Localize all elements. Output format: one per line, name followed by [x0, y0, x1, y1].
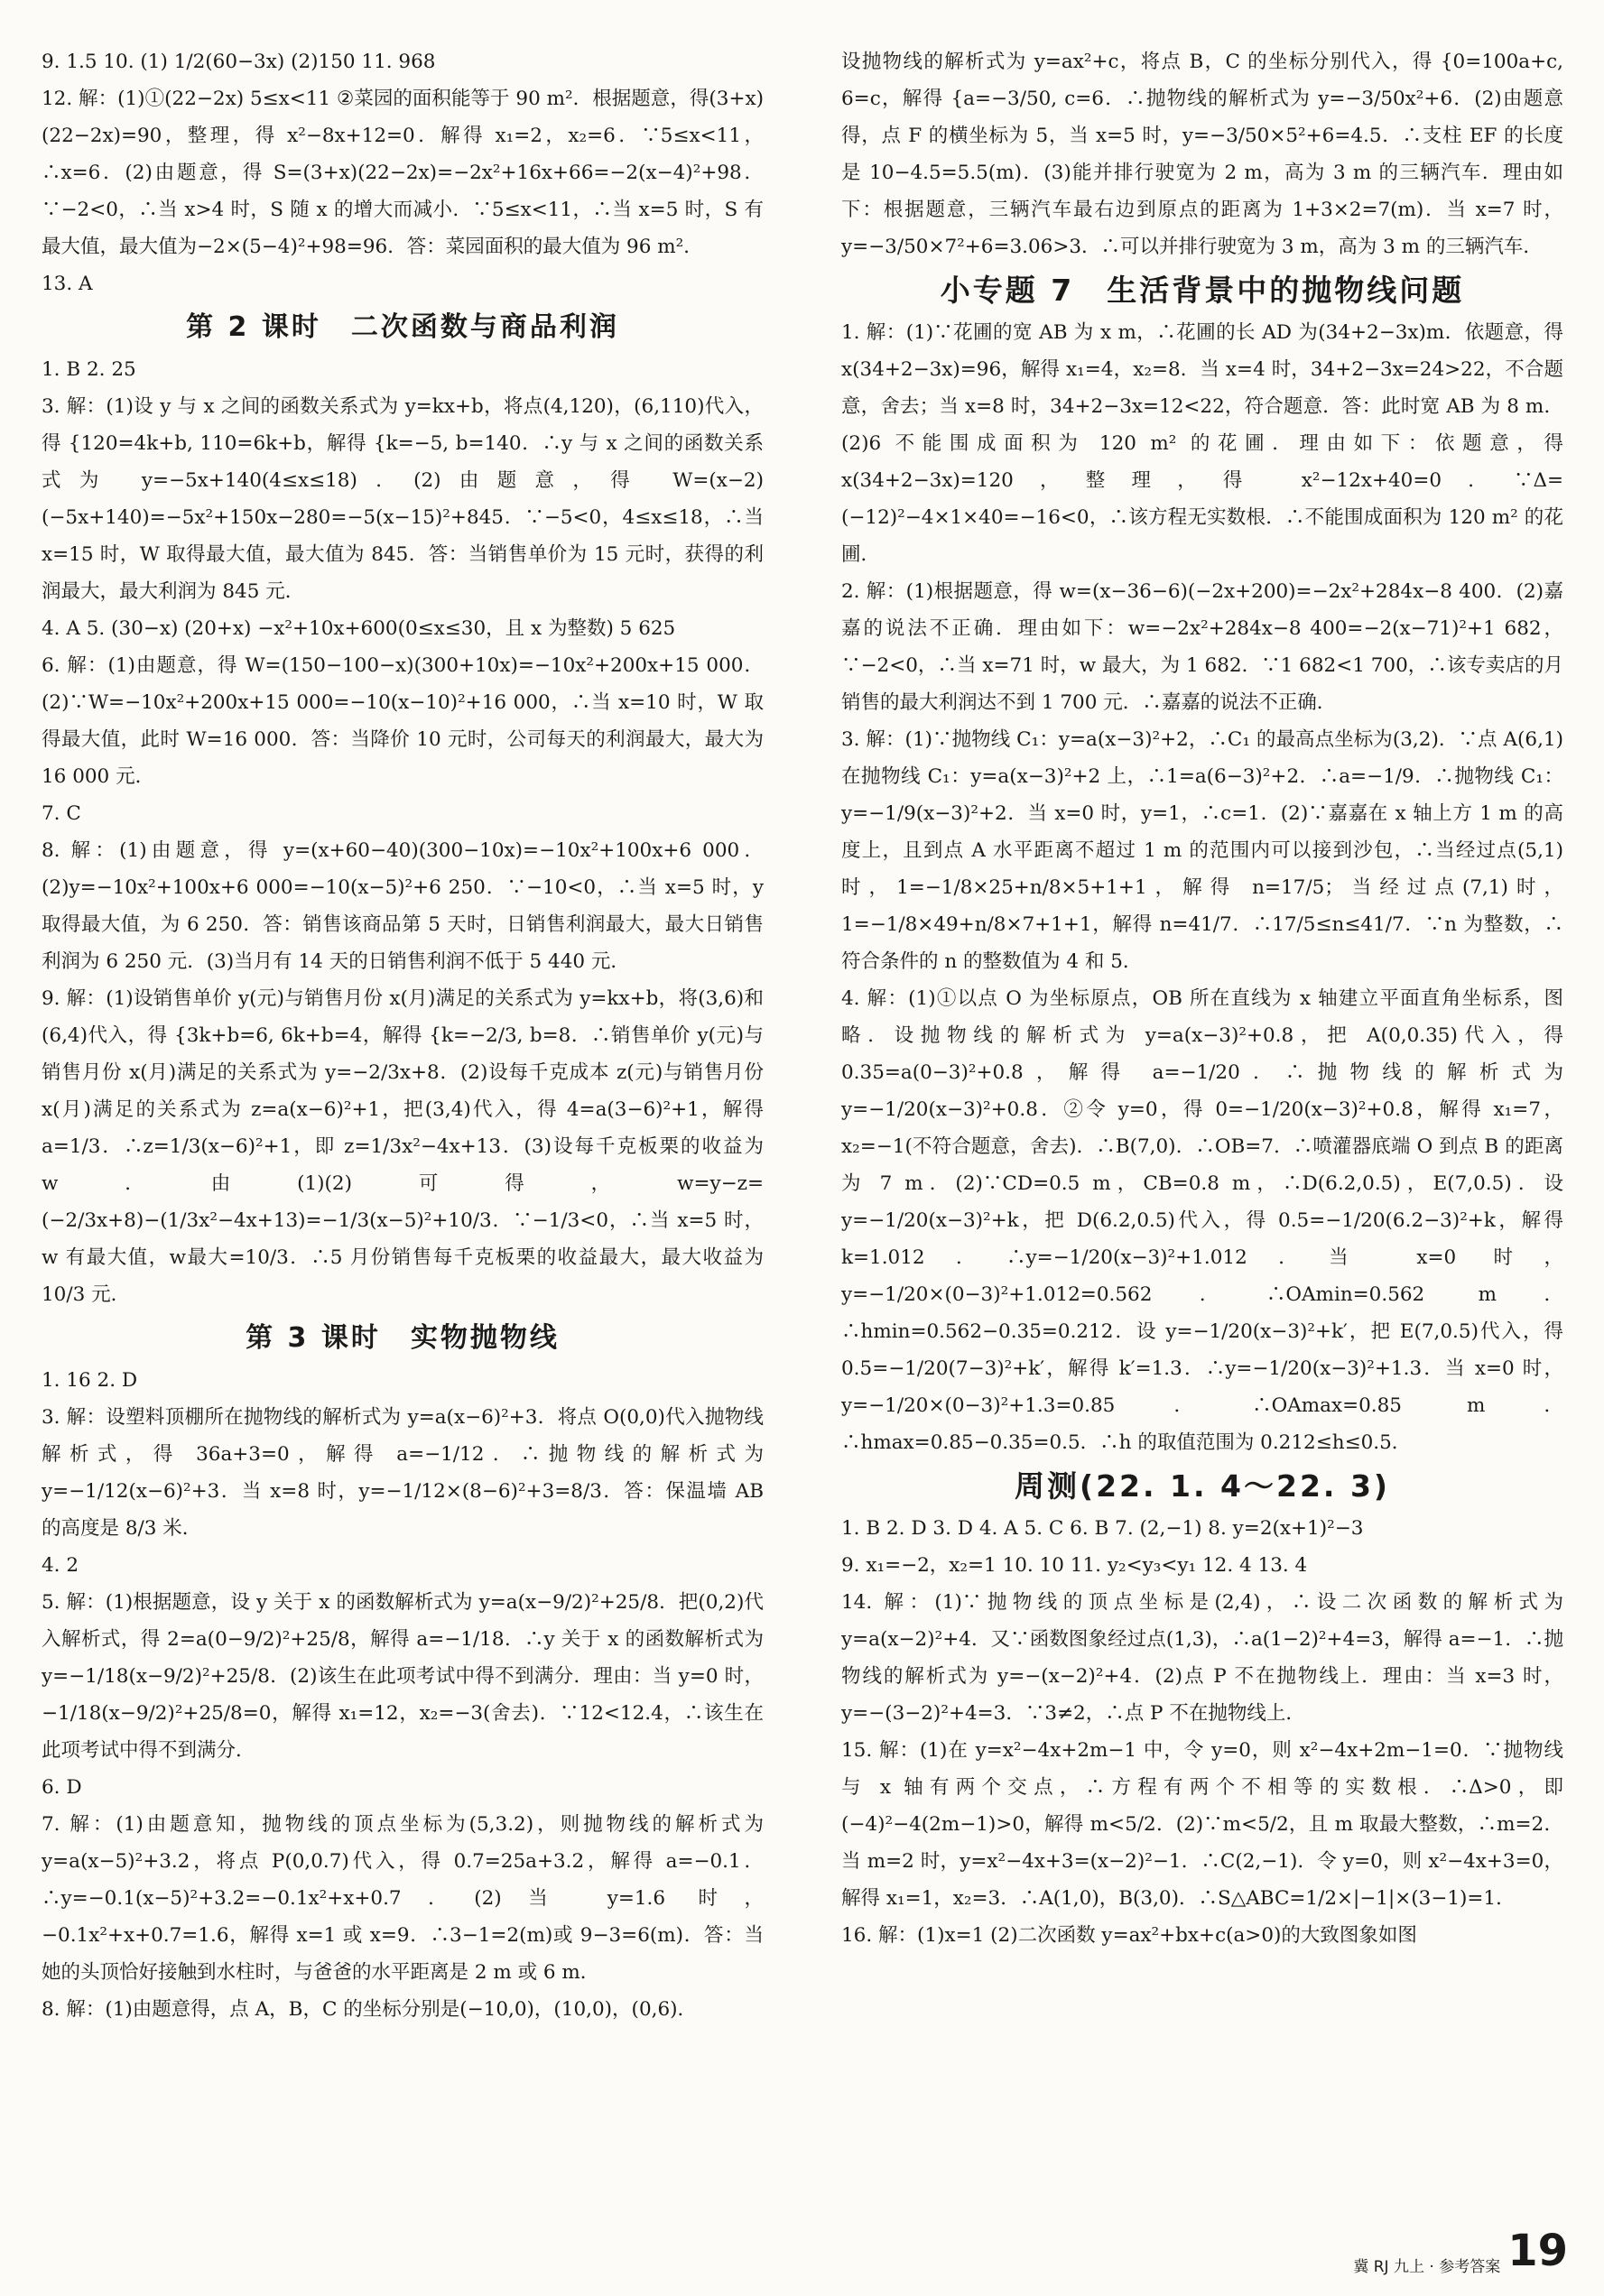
answer-paragraph: 6. 解：(1)由题意，得 W=(150−100−x)(300+10x)=−10x²+200x+15 000．(2)∵W=−10x²+200x+15 000=−10(x−10)²+16 000，∴当 x=10 时，W 取得最大值，此时 W=16 000．答：当降价 10 元时，公司每天的利润最大，最大为 16 000 元． — [42, 654, 764, 788]
section-heading: 周测(22. 1. 4～22. 3) — [1015, 1468, 1390, 1504]
answer-paragraph: 9. x₁=−2，x₂=1 10. 10 11. y₂<y₃<y₁ 12. 4 13. 4 — [841, 1554, 1308, 1577]
answer-paragraph: 9. 1.5 10. (1) 1/2(60−3x) (2)150 11. 968 — [42, 51, 436, 73]
answer-paragraph: 1. 解：(1)∵花圃的宽 AB 为 x m，∴花圃的长 AD 为(34+2−3x)m．依题意，得 x(34+2−3x)=96，解得 x₁=4，x₂=8．当 x=4 时，34+2−3x=24>22，不合题意，舍去；当 x=8 时，34+2−3x=12<22，符合题意．答：此时宽 AB 为 8 m．(2)6 不能围成面积为 120 m² 的花圃．理由如下：依题意，得 x(34+2−3x)=120，整理，得 x²−12x+40=0．∵Δ=(−12)²−4×1×40=−16<0，∴该方程无实数根．∴不能围成面积为 120 m² 的花圃． — [841, 321, 1563, 566]
answer-paragraph: 6. D — [42, 1776, 82, 1799]
section-heading: 第 2 课时 二次函数与商品利润 — [186, 311, 619, 343]
answer-paragraph: 5. 解：(1)根据题意，设 y 关于 x 的函数解析式为 y=a(x−9/2)²+25/8．把(0,2)代入解析式，得 2=a(0−9/2)²+25/8，解得 a=−1/18．∴y 关于 x 的函数解析式为 y=−1/18(x−9/2)²+25/8．(2)该生在此项考试中得不到满分．理由：当 y=0 时，−1/18(x−9/2)²+25/8=0，解得 x₁=12，x₂=−3(舍去)．∵12<12.4，∴该生在此项考试中得不到满分． — [42, 1591, 764, 1762]
answer-paragraph: 1. B 2. D 3. D 4. A 5. C 6. B 7. (2,−1) 8. y=2(x+1)²−3 — [841, 1517, 1364, 1540]
answer-paragraph: 4. 解：(1)①以点 O 为坐标原点，OB 所在直线为 x 轴建立平面直角坐标系，图略．设抛物线的解析式为 y=a(x−3)²+0.8，把 A(0,0.35)代入，得 0.35=a(0−3)²+0.8，解得 a=−1/20．∴抛物线的解析式为 y=−1/20(x−3)²+0.8．②令 y=0，得 0=−1/20(x−3)²+0.8，解得 x₁=7，x₂=−1(不符合题意，舍去)．∴B(7,0)．∴OB=7．∴喷灌器底端 O 到点 B 的距离为 7 m．(2)∵CD=0.5 m，CB=0.8 m，∴D(6.2,0.5)，E(7,0.5)．设 y=−1/20(x−3)²+k，把 D(6.2,0.5)代入，得 0.5=−1/20(6.2−3)²+k，解得 k=1.012．∴y=−1/20(x−3)²+1.012．当 x=0 时，y=−1/20×(0−3)²+1.012=0.562．∴OAmin=0.562 m．∴hmin=0.562−0.35=0.212．设 y=−1/20(x−3)²+k′，把 E(7,0.5)代入，得 0.5=−1/20(7−3)²+k′，解得 k′=1.3．∴y=−1/20(x−3)²+1.3．当 x=0 时，y=−1/20×(0−3)²+1.3=0.85．∴OAmax=0.85 m．∴hmax=0.85−0.35=0.5．∴h 的取值范围为 0.212≤h≤0.5． — [841, 987, 1563, 1454]
answer-paragraph: 1. B 2. 25 — [42, 358, 136, 381]
answer-paragraph: 14. 解：(1)∵抛物线的顶点坐标是(2,4)，∴设二次函数的解析式为 y=a(x−2)²+4．又∵函数图象经过点(1,3)，∴a(1−2)²+4=3，解得 a=−1．∴抛物线的解析式为 y=−(x−2)²+4．(2)点 P 不在抛物线上．理由：当 x=3 时，y=−(3−2)²+4=3．∵3≠2，∴点 P 不在抛物线上． — [841, 1591, 1563, 1725]
answer-paragraph: 2. 解：(1)根据题意，得 w=(x−36−6)(−2x+200)=−2x²+284x−8 400．(2)嘉嘉的说法不正确．理由如下：w=−2x²+284x−8 400=−2(x−71)²+1 682，∵−2<0，∴当 x=71 时，w 最大，为 1 682．∵1 682<1 700，∴该专卖店的月销售的最大利润达不到 1 700 元．∴嘉嘉的说法不正确． — [841, 580, 1563, 714]
answer-paragraph: 16. 解：(1)x=1 (2)二次函数 y=ax²+bx+c(a>0)的大致图象如图 — [841, 1924, 1417, 1947]
answer-paragraph: 7. 解：(1)由题意知，抛物线的顶点坐标为(5,3.2)，则抛物线的解析式为 y=a(x−5)²+3.2，将点 P(0,0.7)代入，得 0.7=25a+3.2，解得 a=−0.1．∴y=−0.1(x−5)²+3.2=−0.1x²+x+0.7．(2)当 y=1.6 时，−0.1x²+x+0.7=1.6，解得 x=1 或 x=9．∴3−1=2(m)或 9−3=6(m)．答：当她的头顶恰好接触到水柱时，与爸爸的水平距离是 2 m 或 6 m． — [42, 1813, 764, 1984]
answer-paragraph: 4. A 5. (30−x) (20+x) −x²+10x+600(0≤x≤30，且 x 为整数) 5 625 — [42, 617, 676, 640]
answer-paragraph: 1. 16 2. D — [42, 1369, 138, 1392]
answer-paragraph: 3. 解：设塑料顶棚所在抛物线的解析式为 y=a(x−6)²+3．将点 O(0,0)代入抛物线解析式，得 36a+3=0，解得 a=−1/12．∴抛物线的解析式为 y=−1/12(x−6)²+3．当 x=8 时，y=−1/12×(8−6)²+3=8/3．答：保温墙 AB 的高度是 8/3 米． — [42, 1406, 764, 1540]
answer-paragraph: 3. 解：(1)设 y 与 x 之间的函数关系式为 y=kx+b，将点(4,120)，(6,110)代入，得 {120=4k+b, 110=6k+b，解得 {k=−5, b=140．∴y 与 x 之间的函数关系式为 y=−5x+140(4≤x≤18)．(2)由题意，得 W=(x−2)(−5x+140)=−5x²+150x−280=−5(x−15)²+845．∵−5<0，4≤x≤18，∴当 x=15 时，W 取得最大值，最大值为 845．答：当销售单价为 15 元时，获得的利润最大，最大利润为 845 元． — [42, 395, 764, 603]
answer-paragraph: 7. C — [42, 802, 81, 825]
answer-paragraph: 8. 解：(1)由题意得，点 A，B，C 的坐标分别是(−10,0)，(10,0)，(0,6)． — [42, 1998, 698, 2021]
page-number: 19 — [1507, 2226, 1568, 2276]
page-footer — [1353, 2226, 1568, 2276]
answer-paragraph: 9. 解：(1)设销售单价 y(元)与销售月份 x(月)满足的关系式为 y=kx+b，将(3,6)和(6,4)代入，得 {3k+b=6, 6k+b=4，解得 {k=−2/3, b=8．∴销售单价 y(元)与销售月份 x(月)满足的关系式为 y=−2/3x+8．(2)设每千克成本 z(元)与销售月份 x(月)满足的关系式为 z=a(x−6)²+1，把(3,4)代入，得 4=a(3−6)²+1，解得 a=1/3．∴z=1/3(x−6)²+1，即 z=1/3x²−4x+13．(3)设每千克板栗的收益为 w．由(1)(2)可得，w=y−z=(−2/3x+8)−(1/3x²−4x+13)=−1/3(x−5)²+10/3．∵−1/3<0，∴当 x=5 时，w 有最大值，w最大=10/3．∴5 月份销售每千克板栗的收益最大，最大收益为 10/3 元． — [42, 987, 764, 1306]
answer-paragraph: 3. 解：(1)∵抛物线 C₁：y=a(x−3)²+2，∴C₁ 的最高点坐标为(3,2)．∵点 A(6,1)在抛物线 C₁：y=a(x−3)²+2 上，∴1=a(6−3)²+2．∴a=−1/9．∴抛物线 C₁：y=−1/9(x−3)²+2．当 x=0 时，y=1，∴c=1．(2)∵嘉嘉在 x 轴上方 1 m 的高度上，且到点 A 水平距离不超过 1 m 的范围内可以接到沙包，∴当经过点(5,1)时，1=−1/8×25+n/8×5+1+1，解得 n=17/5；当经过点(7,1)时，1=−1/8×49+n/8×7+1+1，解得 n=41/7．∴17/5≤n≤41/7．∵n 为整数，∴符合条件的 n 的整数值为 4 和 5． — [841, 728, 1563, 973]
right-column — [841, 43, 1563, 1954]
section-heading: 第 3 课时 实物抛物线 — [246, 1322, 560, 1354]
answer-paragraph: 8. 解：(1)由题意，得 y=(x+60−40)(300−10x)=−10x²+100x+6 000．(2)y=−10x²+100x+6 000=−10(x−5)²+6 250．∵−10<0，∴当 x=5 时，y 取得最大值，为 6 250．答：销售该商品第 5 天时，日销售利润最大，最大日销售利润为 6 250 元．(3)当月有 14 天的日销售利润不低于 5 440 元． — [42, 839, 764, 973]
footer-book-tag: 冀 RJ 九上 · 参考答案 — [1353, 2258, 1501, 2276]
section-heading: 小专题 7 生活背景中的抛物线问题 — [940, 273, 1465, 308]
answer-paragraph: 4. 2 — [42, 1554, 79, 1577]
answer-paragraph: 设抛物线的解析式为 y=ax²+c，将点 B，C 的坐标分别代入，得 {0=100a+c, 6=c，解得 {a=−3/50, c=6．∴抛物线的解析式为 y=−3/50x²+6．(2)由题意得，点 F 的横坐标为 5，当 x=5 时，y=−3/50×5²+6=4.5．∴支柱 EF 的长度是 10−4.5=5.5(m)．(3)能并排行驶宽为 2 m，高为 3 m 的三辆汽车．理由如下：根据题意，三辆汽车最右边到原点的距离为 1+3×2=7(m)．当 x=7 时，y=−3/50×7²+6=3.06>3．∴可以并排行驶宽为 3 m，高为 3 m 的三辆汽车． — [841, 51, 1563, 258]
answer-paragraph: 12. 解：(1)①(22−2x) 5≤x<11 ②菜园的面积能等于 90 m²．根据题意，得(3+x)(22−2x)=90，整理，得 x²−8x+12=0．解得 x₁=2，x₂=6．∵5≤x<11，∴x=6．(2)由题意，得 S=(3+x)(22−2x)=−2x²+16x+66=−2(x−4)²+98．∵−2<0，∴当 x>4 时，S 随 x 的增大而减小．∵5≤x<11，∴当 x=5 时，S 有最大值，最大值为−2×(5−4)²+98=96．答：菜园面积的最大值为 96 m²． — [42, 88, 764, 258]
answer-paragraph: 13. A — [42, 273, 93, 295]
left-column — [42, 43, 764, 2028]
answer-paragraph: 15. 解：(1)在 y=x²−4x+2m−1 中，令 y=0，则 x²−4x+2m−1=0．∵抛物线与 x 轴有两个交点，∴方程有两个不相等的实数根．∴Δ>0，即(−4)²−4(2m−1)>0，解得 m<5/2．(2)∵m<5/2，且 m 取最大整数，∴m=2．当 m=2 时，y=x²−4x+3=(x−2)²−1．∴C(2,−1)．令 y=0，则 x²−4x+3=0，解得 x₁=1，x₂=3．∴A(1,0)，B(3,0)．∴S△ABC=1/2×|−1|×(3−1)=1． — [841, 1739, 1563, 1910]
